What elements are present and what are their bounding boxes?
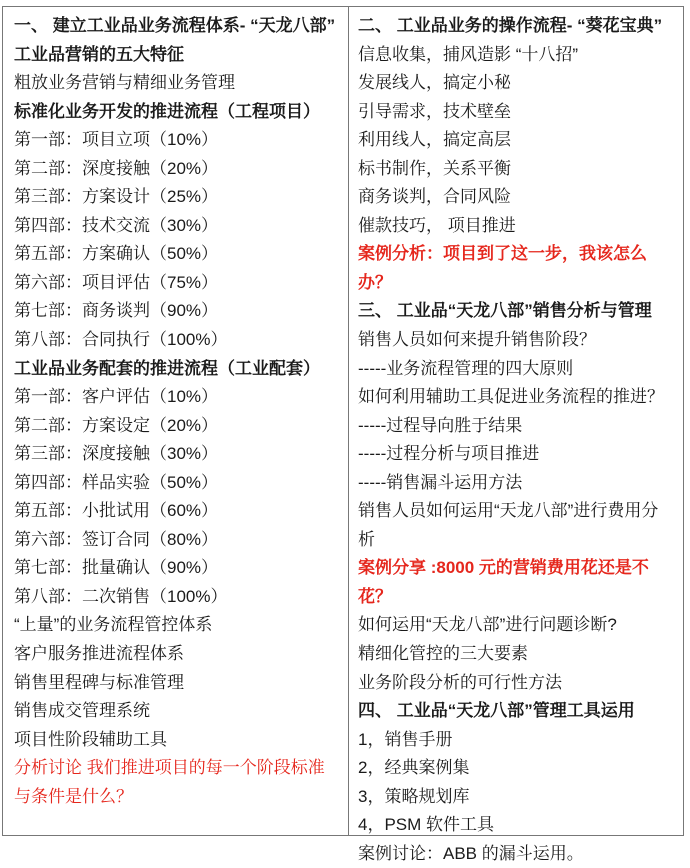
outline-line: -----业务流程管理的四大原则 xyxy=(358,358,574,378)
outline-line-highlight: 分析讨论 我们推进项目的每一个阶段标准与条件是什么？ xyxy=(14,758,325,806)
outline-line: 项目性阶段辅助工具 xyxy=(14,729,167,749)
outline-heading: 二、 工业品业务的操作流程- “葵花宝典” xyxy=(358,16,663,35)
outline-line: 利用线人，搞定高层 xyxy=(358,130,511,150)
outline-line: 引导需求，技术壁垒 xyxy=(358,101,511,121)
outline-line: 案例讨论：ABB 的漏斗运用。 xyxy=(358,843,584,863)
outline-line: 销售人员如何来提升销售阶段？ xyxy=(358,330,596,350)
outline-line: 1，销售手册 xyxy=(358,729,453,749)
outline-heading: 一、 建立工业品业务流程体系- “天龙八部” xyxy=(14,16,336,35)
outline-line: 精细化管控的三大要素 xyxy=(358,644,528,664)
outline-line: “上量”的业务流程管控体系 xyxy=(14,615,213,635)
outline-line: 业务阶段分析的可行性方法 xyxy=(358,672,562,692)
outline-line: 粗放业务营销与精细业务管理 xyxy=(14,73,235,93)
outline-line: 如何运用“天龙八部”进行问题诊断? xyxy=(358,615,617,635)
outline-line: 第一部：客户评估（10%） xyxy=(14,387,219,407)
course-outline-table xyxy=(2,6,684,863)
outline-line: 第三部：方案设计（25%） xyxy=(14,187,219,207)
outline-line: 标书制作，关系平衡 xyxy=(358,158,511,178)
outline-heading: 四、 工业品“天龙八部”管理工具运用 xyxy=(358,701,635,721)
outline-line: 第六部：签订合同（80%） xyxy=(14,529,219,549)
outline-line: 催款技巧， 项目推进 xyxy=(358,215,516,235)
outline-heading: 标准化业务开发的推进流程（工程项目） xyxy=(14,101,320,121)
outline-line: -----销售漏斗运用方法 xyxy=(358,472,523,492)
outline-line: 商务谈判，合同风险 xyxy=(358,187,511,207)
outline-line: 第八部：二次销售（100%） xyxy=(14,586,228,606)
outline-line: 销售成交管理系统 xyxy=(14,701,150,721)
outline-line: -----过程导向胜于结果 xyxy=(358,415,523,435)
outline-heading: 三、 工业品“天龙八部”销售分析与管理 xyxy=(358,301,652,321)
outline-line: 第七部：批量确认（90%） xyxy=(14,558,219,578)
outline-line: 第一部：项目立项（10%） xyxy=(14,130,219,150)
outline-line: 第四部：样品实验（50%） xyxy=(14,472,219,492)
outline-line: 第二部：深度接触（20%） xyxy=(14,158,219,178)
outline-line: 第八部：合同执行（100%） xyxy=(14,330,228,350)
outline-heading: 工业品业务配套的推进流程（工业配套） xyxy=(14,358,320,378)
outline-line: 信息收集，捕风造影 “十八招” xyxy=(358,44,579,64)
outline-column-left xyxy=(3,7,349,835)
outline-line: 第五部：方案确认（50%） xyxy=(14,244,219,264)
outline-line: 3，策略规划库 xyxy=(358,786,470,806)
outline-column-right xyxy=(349,7,683,863)
outline-line: 第五部：小批试用（60%） xyxy=(14,501,219,521)
outline-line: 第三部：深度接触（30%） xyxy=(14,444,219,464)
outline-line: 销售人员如何运用“天龙八部”进行费用分析 xyxy=(358,501,659,549)
outline-line: 第七部：商务谈判（90%） xyxy=(14,301,219,321)
outline-heading: 工业品营销的五大特征 xyxy=(14,44,184,64)
outline-line: 销售里程碑与标准管理 xyxy=(14,672,184,692)
outline-line: 2，经典案例集 xyxy=(358,758,470,778)
outline-line: 第六部：项目评估（75%） xyxy=(14,272,219,292)
outline-line: 第二部：方案设定（20%） xyxy=(14,415,219,435)
outline-line: 客户服务推进流程体系 xyxy=(14,644,184,664)
outline-line: 如何利用辅助工具促进业务流程的推进？ xyxy=(358,387,664,407)
outline-line: 4，PSM 软件工具 xyxy=(358,815,495,835)
outline-line: 发展线人，搞定小秘 xyxy=(358,73,511,93)
outline-line: -----过程分析与项目推进 xyxy=(358,444,540,464)
outline-line-highlight: 案例分析：项目到了这一步，我该怎么办？ xyxy=(358,244,647,292)
outline-line-highlight: 案例分享 :8000 元的营销费用花还是不花？ xyxy=(358,558,649,606)
outline-line: 第四部：技术交流（30%） xyxy=(14,215,219,235)
